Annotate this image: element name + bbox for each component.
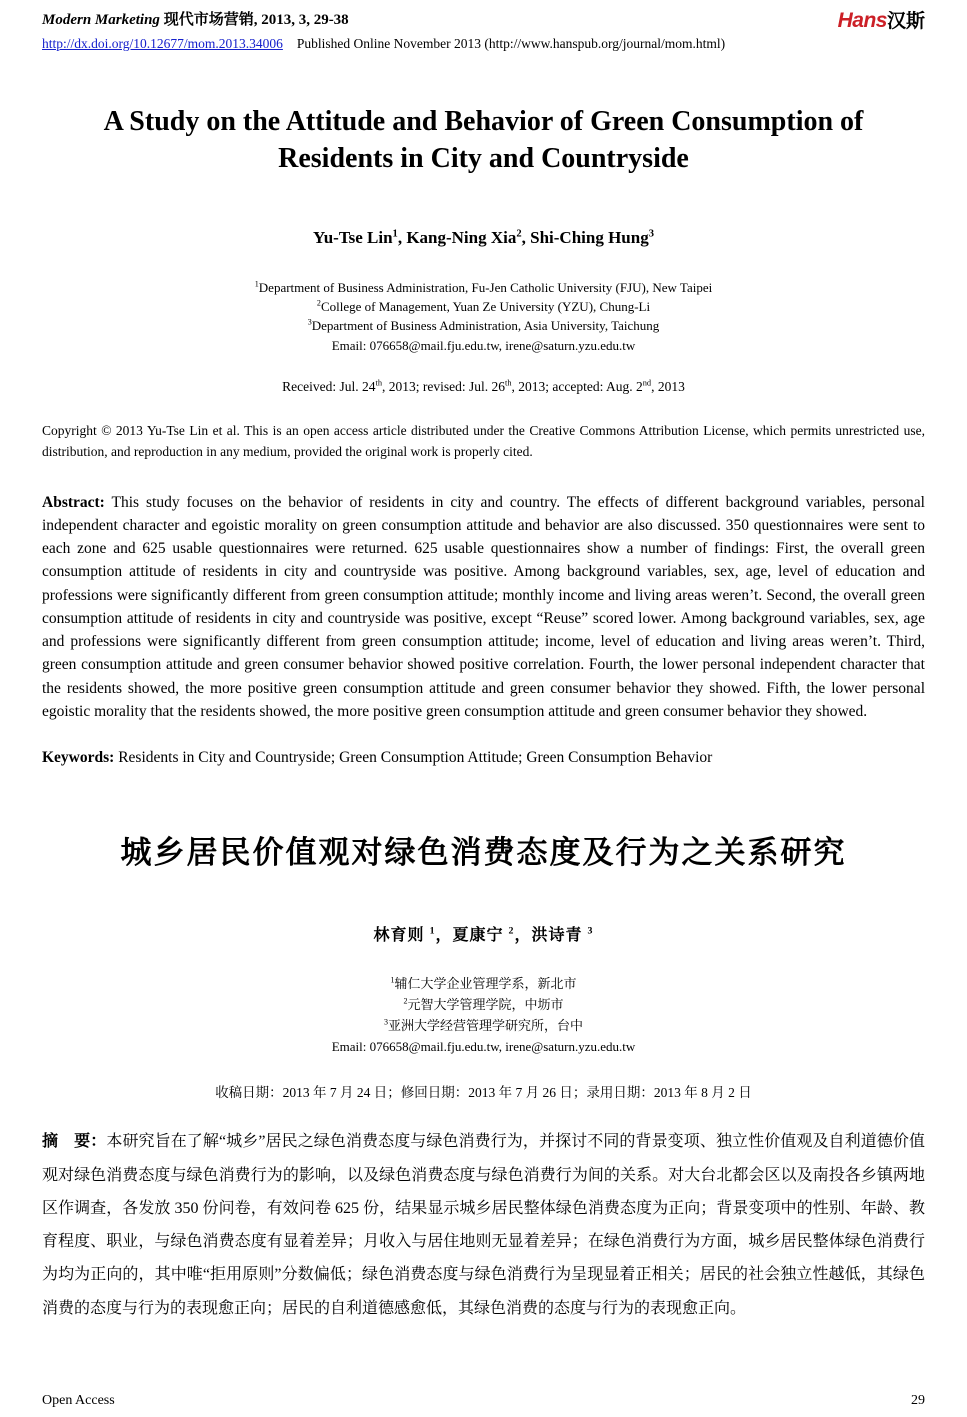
author-name: ，夏康宁 <box>435 927 509 945</box>
received-text: Received: Jul. 24 <box>282 378 376 394</box>
page-number: 29 <box>911 1393 925 1408</box>
received-text: , 2013; revised: Jul. 26 <box>382 378 506 394</box>
received-line-en <box>42 379 925 395</box>
abstract-en <box>42 491 925 724</box>
authors-line-en <box>42 228 925 248</box>
published-online-text: Published Online November 2013 (http://www.hanspub.org/journal/mom.html) <box>296 36 726 51</box>
keywords-en <box>42 749 925 767</box>
author-name: , Kang-Ning Xia <box>397 227 517 247</box>
journal-header <box>42 8 925 52</box>
author-affil-sup: 1 <box>429 925 436 937</box>
journal-issue-info: 现代市场营销, 2013, 3, 29-38 <box>159 12 349 28</box>
author-affil-sup: 2 <box>516 228 522 240</box>
affil-text: 元智大学管理学院，中坜市 <box>407 997 564 1013</box>
abstract-zh <box>42 1125 925 1325</box>
received-text: , 2013; accepted: Aug. 2 <box>511 378 643 394</box>
affil-text: 亚洲大学经营管理学研究所，台中 <box>388 1018 584 1034</box>
affiliation-line <box>42 994 925 1015</box>
email-line: Email: 076658@mail.fju.edu.tw, irene@saturn.yzu.edu.tw <box>331 1039 636 1055</box>
affiliation-line <box>42 278 925 297</box>
affil-sup: 3 <box>383 1017 388 1027</box>
affil-text: Department of Business Administration, Fu-Jen Catholic University (FJU), New Taipei <box>258 279 713 295</box>
affil-text: Department of Business Administration, Asia University, Taichung <box>311 318 660 334</box>
affiliations-en <box>42 278 925 355</box>
ordinal-sup: nd <box>642 378 652 388</box>
affil-sup: 2 <box>403 996 408 1006</box>
received-text: , 2013 <box>651 378 685 394</box>
author-affil-sup: 2 <box>508 925 515 937</box>
article-title-en: A Study on the Attitude and Behavior of Green Consumption of Residents in City and Countryside <box>103 106 864 174</box>
affil-sup: 2 <box>316 298 321 308</box>
author-affil-sup: 3 <box>648 228 654 240</box>
affiliation-line <box>42 973 925 994</box>
keywords-text-en: Residents in City and Countryside; Green Consumption Attitude; Green Consumption Behavior <box>118 749 713 767</box>
keywords-label-en: Keywords: <box>42 749 115 767</box>
ordinal-sup: th <box>505 378 512 388</box>
author-name: ，洪诗青 <box>514 927 588 945</box>
affiliation-line <box>42 297 925 316</box>
doi-link[interactable]: http://dx.doi.org/10.12677/mom.2013.34006 <box>42 36 283 51</box>
abstract-label-en: Abstract: <box>42 493 105 511</box>
article-title-zh: 城乡居民价值观对绿色消费态度及行为之关系研究 <box>120 835 847 871</box>
doi-row <box>42 36 925 52</box>
affiliation-line <box>42 1015 925 1036</box>
author-name: , Shi-Ching Hung <box>521 227 649 247</box>
journal-title-row <box>42 8 925 31</box>
abstract-label-zh: 摘 要： <box>42 1133 107 1151</box>
author-affil-sup: 1 <box>392 228 398 240</box>
received-line-zh: 收稿日期：2013 年 7 月 24 日；修回日期：2013 年 7 月 26 日；录用日期：2013 年 8 月 2 日 <box>215 1085 752 1101</box>
copyright-notice: Copyright © 2013 Yu-Tse Lin et al. This is an open access article distributed under the Creative Commons Attribution License, which permits unrestricted use, distribution, and reproduction in any medium, provided the original work is properly cited. <box>42 422 925 459</box>
affil-text: 辅仁大学企业管理学系，新北市 <box>394 976 577 992</box>
email-line: Email: 076658@mail.fju.edu.tw, irene@saturn.yzu.edu.tw <box>331 337 636 353</box>
abstract-text-en: This study focuses on the behavior of residents in city and country. The effects of different background variables, personal independent character and egoistic morality on green consumption attitude and behavior are also discussed. 350 questionnaires were sent to each zone and 625 usable questionnaires were returned. 625 usable questionnaires show a number of findings: First, the overall green consumption attitude of residents in city and countryside was positive. Among background variables, sex, age, level of education and professions were significantly different from green consumption attitude; monthly income and living areas weren’t. Second, the overall green consumption attitude of residents in city and countryside was positive, except “Reuse” scored lower. Among background variables, sex, age and professions were significantly different from green consumption attitude; income, level of education and living areas weren’t. Third, green consumption attitude and green consumer behavior showed positive correlation. Fourth, the lower personal independent character that the residents showed, the more positive green consumption attitude and green consumer behavior they showed. Fifth, the lower personal egoistic morality that the residents showed, the more positive green consumption attitude and green consumer behavior they showed. <box>42 493 925 720</box>
author-name: Yu-Tse Lin <box>313 227 393 247</box>
journal-name: Modern Marketing <box>42 12 160 28</box>
hans-publisher-logo <box>838 8 925 31</box>
authors-line-zh <box>42 922 925 945</box>
author-name: 林育则 <box>373 927 430 945</box>
affil-sup: 3 <box>307 318 312 328</box>
affiliation-line <box>42 316 925 335</box>
chinese-section <box>42 827 925 1325</box>
page-footer <box>42 1393 925 1409</box>
author-affil-sup: 3 <box>587 925 594 937</box>
affil-sup: 1 <box>390 975 395 985</box>
affiliations-zh <box>42 973 925 1057</box>
affil-sup: 1 <box>254 279 259 289</box>
ordinal-sup: th <box>375 378 383 388</box>
english-section <box>42 104 925 767</box>
journal-citation <box>42 8 349 29</box>
hans-logo-chinese: 汉斯 <box>886 11 925 32</box>
affil-text: College of Management, Yuan Ze University (YZU), Chung-Li <box>320 299 651 315</box>
open-access-label: Open Access <box>42 1393 115 1408</box>
hans-logo-wordmark: Hans <box>837 9 887 32</box>
abstract-text-zh: 本研究旨在了解“城乡”居民之绿色消费态度与绿色消费行为，并探讨不同的背景变项、独立性价值观及自利道德价值观对绿色消费态度与绿色消费行为的影响，以及绿色消费态度与绿色消费行为间的关系。对大台北都会区以及南投各乡镇两地区作调查，各发放 350 份问卷，有效问卷 625 份，结果显示城乡居民整体绿色消费态度为正向；背景变项中的性别、年龄、教育程度、职业，与绿色消费态度有显着差异；月收入与居住地则无显着差异；在绿色消费行为方面，城乡居民整体绿色消费行为均为正向的，其中唯“拒用原则”分数偏低；绿色消费态度与绿色消费行为呈现显着正相关；居民的社会独立性越低，其绿色消费的态度与行为的表现愈正向；居民的自利道德感愈低，其绿色消费的态度与行为的表现愈正向。 <box>42 1133 925 1317</box>
